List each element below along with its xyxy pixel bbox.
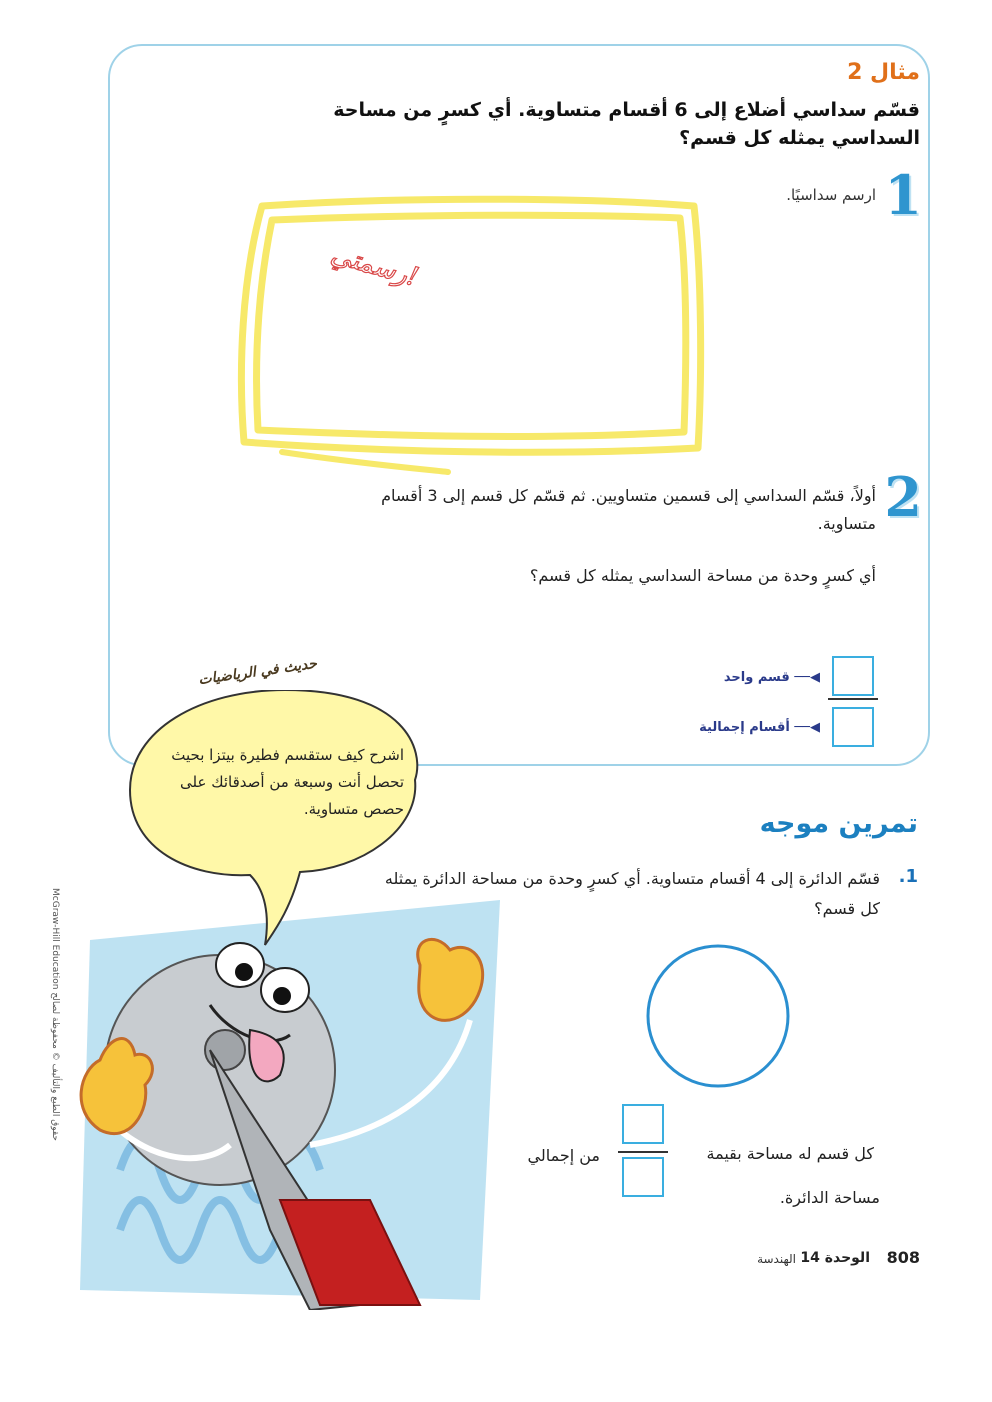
example-title: مثال 2 — [847, 60, 920, 85]
step-1-text: ارسم سداسيًا. — [786, 186, 876, 204]
question-1-number: 1. — [898, 866, 918, 887]
circle-shape — [648, 946, 788, 1086]
circle-drawing[interactable] — [640, 944, 800, 1094]
sketch-frame[interactable] — [232, 188, 722, 488]
arrow-left-icon: ◀── — [794, 720, 820, 735]
step-2-text: أولاً، قسّم السداسي إلى قسمين متساويين. ثم قسّم كل قسم إلى 3 أقسام متساوية. — [381, 486, 876, 533]
question-1-answer-before: كل قسم له مساحة بقيمة — [706, 1144, 874, 1163]
question-1-answer-after: من إجمالي — [527, 1146, 600, 1165]
denominator-label-text: أقسام إجمالية — [699, 720, 790, 735]
denominator-answer-box[interactable] — [832, 707, 874, 747]
question-1-denominator-box[interactable] — [622, 1157, 664, 1197]
right-pupil-icon — [273, 987, 291, 1005]
arrow-left-icon: ◀── — [794, 670, 820, 685]
step-1-number: 1 — [884, 163, 922, 227]
question-1-fraction-line — [618, 1151, 668, 1153]
question-1-text: قسّم الدائرة إلى 4 أقسام متساوية. أي كسرٍ وحدة من مساحة الدائرة يمثله كل قسم؟ — [384, 869, 880, 918]
fraction-line — [828, 698, 878, 700]
page-number: 808 — [886, 1248, 920, 1267]
publisher-credit: McGraw-Hill Education حقوق الطبع والتأليف © محفوظة لصالح — [50, 888, 60, 1141]
bubble-title: حديث في الرياضيات — [197, 655, 318, 689]
sketch-outer-line — [241, 199, 700, 452]
step-2-number: 2 — [884, 465, 922, 529]
numerator-label-text: قسم واحد — [723, 670, 790, 685]
denominator-label — [699, 720, 820, 735]
bubble-text: اشرح كيف ستقسم فطيرة بيتزا بحيث تحصل أنت وسبعة من أصدقائك على حصص متساوية. — [171, 746, 404, 818]
sketch-inner-line — [257, 215, 686, 436]
example-question: قسّم سداسي أضلاع إلى 6 أقسام متساوية. أي كسرٍ من مساحة السداسي يمثله كل قسم؟ — [333, 99, 920, 149]
sketch-label: رسمتي! — [327, 239, 422, 293]
question-1-numerator-box[interactable] — [622, 1104, 664, 1144]
numerator-label — [724, 670, 820, 685]
left-pupil-icon — [235, 963, 253, 981]
unit-label: الوحدة 14 — [800, 1250, 870, 1266]
numerator-answer-box[interactable] — [832, 656, 874, 696]
guided-practice-title: تمرين موجه — [759, 808, 918, 839]
topic-label: الهندسة — [757, 1252, 796, 1266]
sketch-tail-line — [282, 452, 448, 472]
question-1-answer-end: مساحة الدائرة. — [779, 1188, 880, 1207]
step-2-question: أي كسرٍ وحدة من مساحة السداسي يمثله كل قسم؟ — [529, 566, 876, 585]
